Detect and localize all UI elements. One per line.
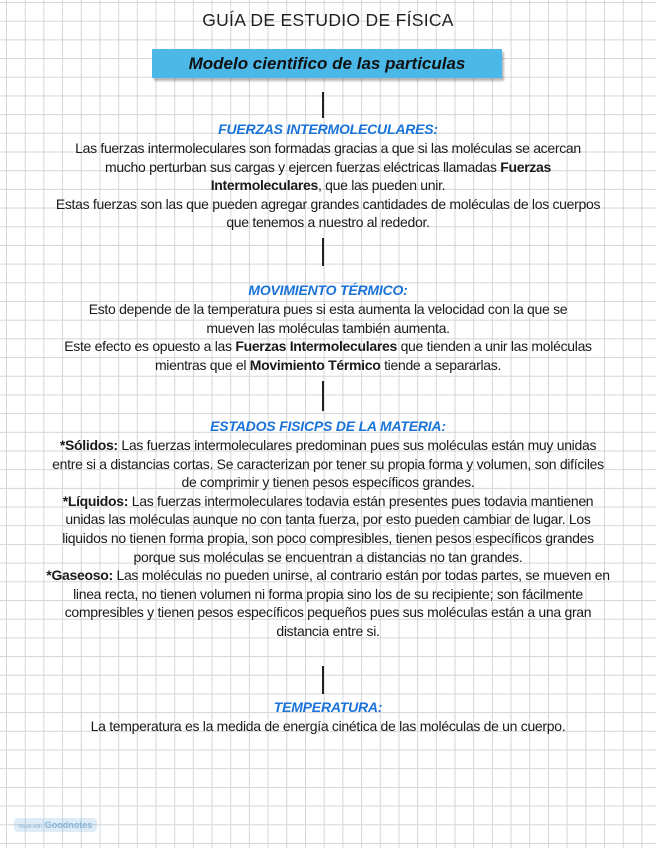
section-temperatura (0, 698, 656, 736)
solidos-paragraph (46, 436, 611, 492)
liquidos-label: *Líquidos: (62, 492, 129, 509)
fuerzas-text-1: Las fuerzas intermoleculares son formadas gracias a que si las moléculas se acercan mucho perturban sus cargas y ejercen fuerzas eléctricas llamadas (75, 140, 581, 175)
heading-movimiento: MOVIMIENTO TÉRMICO: (248, 282, 408, 298)
movimiento-text-e: tiende a separarlas. (384, 356, 502, 373)
connector-line (322, 666, 324, 694)
heading-temperatura: TEMPERATURA: (273, 699, 383, 715)
section-estados (0, 417, 656, 641)
movimiento-bold-1: Fuerzas Intermoleculares (235, 338, 397, 355)
movimiento-text-c: que tienden a unir las moléculas mientras que el (154, 338, 592, 373)
section-fuerzas (0, 120, 656, 232)
movimiento-paragraph-2 (58, 337, 598, 374)
banner-text: Modelo cientifico de las particulas (188, 53, 466, 73)
title-banner (152, 49, 502, 78)
liquidos-paragraph (46, 492, 611, 566)
gaseoso-text: Las moléculas no pueden unirse, al contrario están por todas partes, se mueven en linea recta, no tienen volumen ni forma propia sino los de su recipiente; son fácilmente compresibles y tienen pesos específicos pequeños pues sus moléculas están a una gran distancia entre si. (64, 567, 610, 639)
fuerzas-paragraph-2: Estas fuerzas son las que pueden agregar grandes cantidades de moléculas de los cuerpos que tenemos a nuestro al rededor. (55, 195, 601, 231)
gaseoso-paragraph (41, 566, 616, 640)
connector-line (322, 238, 324, 266)
heading-estados: ESTADOS FISICPS DE LA MATERIA: (210, 418, 446, 434)
movimiento-paragraph-1: Esto depende de la temperatura pues si esta aumenta la velocidad con la que se mueven las moléculas también aumenta. (88, 301, 568, 336)
liquidos-text: Las fuerzas intermoleculares todavia están presentes pues todavia mantienen unidas las moléculas aunque no con tanta fuerza, por esto pueden cambiar de lugar. Los liquidos no tienen forma propia, son poco compresibles, tienen pesos específicos grandes porque sus moléculas se encuentran a distancias no tan grandes. (62, 492, 594, 565)
movimiento-text-a: Este efecto es opuesto a las (64, 338, 232, 355)
fuerzas-paragraph-1 (58, 139, 598, 195)
movimiento-bold-2: Movimiento Térmico (249, 356, 381, 373)
watermark-prefix: Made with (19, 824, 42, 830)
connector-line (322, 381, 324, 411)
solidos-text: Las fuerzas intermoleculares predominan pues sus moléculas están muy unidas entre si a distancias cortas. Se caracterizan por tener su propia forma y volumen, son difíciles de comprimir y tienen pesos específicos grandes. (52, 437, 604, 491)
solidos-label: *Sólidos: (59, 437, 118, 453)
temperatura-paragraph: La temperatura es la medida de energía cinética de las moléculas de un cuerpo. (90, 718, 566, 734)
watermark-brand: Goodnotes (44, 820, 93, 830)
connector-line (322, 92, 324, 118)
fuerzas-text-1-end: , que las pueden unir. (317, 177, 446, 194)
heading-fuerzas: FUERZAS INTERMOLECULARES: (218, 121, 438, 137)
fuerzas-bold: Fuerzas Intermoleculares (210, 158, 552, 194)
goodnotes-watermark (14, 818, 97, 832)
section-movimiento (0, 281, 656, 374)
gaseoso-label: *Gaseoso: (46, 567, 113, 584)
page-title: GUÍA DE ESTUDIO DE FÍSICA (202, 10, 454, 30)
